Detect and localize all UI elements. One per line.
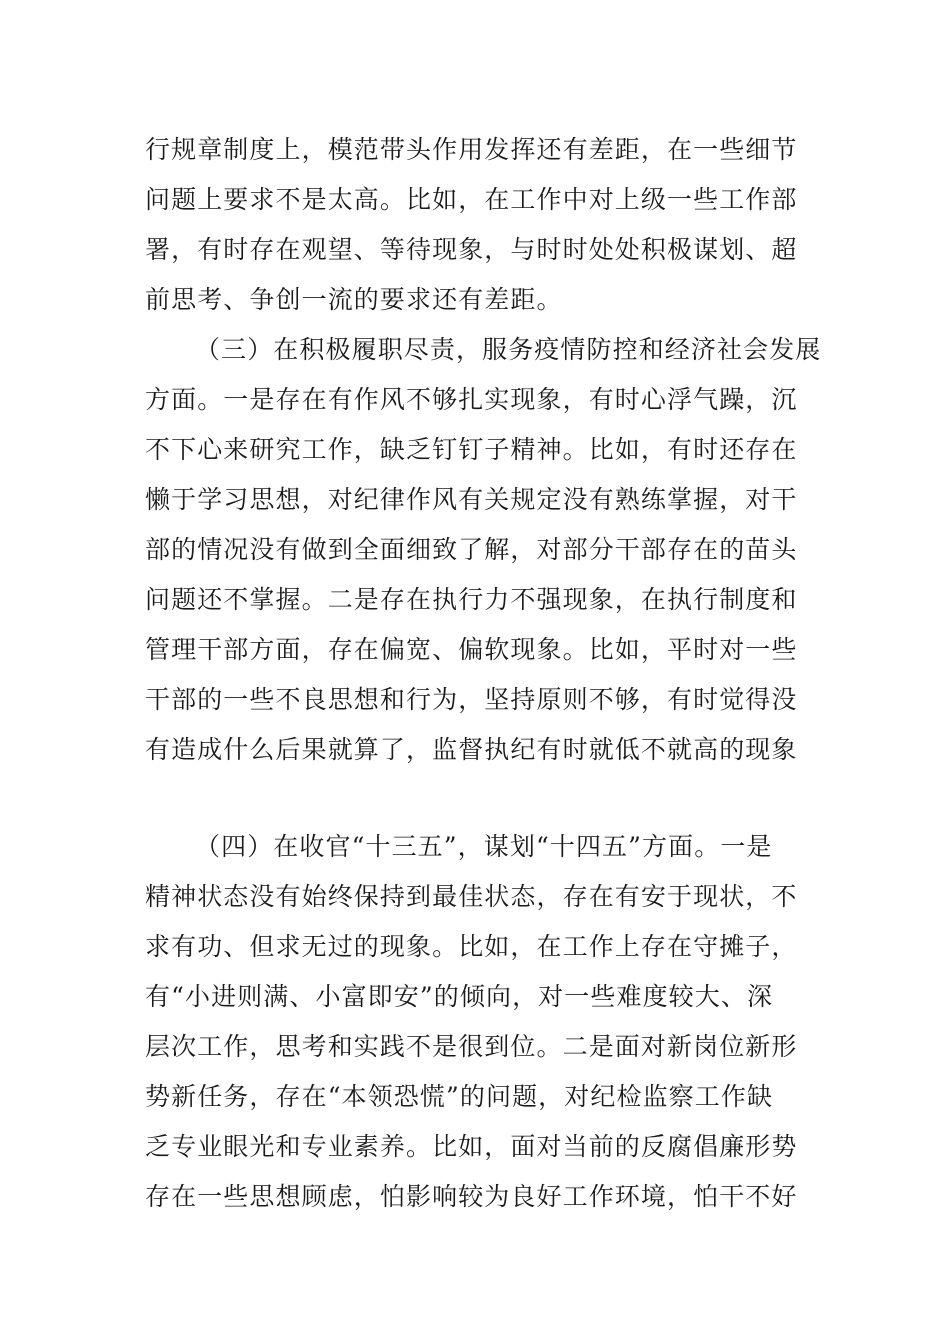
text-line: 精神状态没有始终保持到最佳状态，存在有安于现状，不: [145, 882, 798, 911]
text-line: 有“小进则满、小富即安”的倾向，对一些难度较大、深: [145, 982, 774, 1011]
text-line: 求有功、但求无过的现象。比如，在工作上存在守摊子，: [145, 932, 798, 961]
text-line: 方面。一是存在有作风不够扎实现象，有时心浮气躁，沉: [145, 385, 798, 414]
text-line: 层次工作，思考和实践不是很到位。二是面对新岗位新形: [145, 1032, 798, 1061]
text-line: 干部的一些不良思想和行为，坚持原则不够，有时觉得没: [145, 685, 798, 714]
text-line: 乏专业眼光和专业素养。比如，面对当前的反腐倡廉形势: [145, 1132, 798, 1161]
text-line: 懒于学习思想，对纪律作风有关规定没有熟练掌握，对干: [145, 485, 798, 514]
section-heading-three: （三）在积极履职尽责，服务疫情防控和经济社会发展: [195, 335, 822, 364]
text-line: 势新任务，存在“本领恐慌”的问题，对纪检监察工作缺: [145, 1082, 774, 1111]
text-line: 行规章制度上，模范带头作用发挥还有差距，在一些细节: [145, 135, 798, 164]
section-heading-four: （四）在收官“十三五”，谋划“十四五”方面。一是: [195, 832, 773, 861]
text-line: 问题还不掌握。二是存在执行力不强现象，在执行制度和: [145, 585, 798, 614]
text-line: 前思考、争创一流的要求还有差距。: [145, 285, 563, 314]
text-line: 存在一些思想顾虑，怕影响较为良好工作环境，怕干不好: [145, 1182, 798, 1211]
text-line: 有造成什么后果就算了，监督执纪有时就低不就高的现象: [145, 735, 798, 764]
text-line: 部的情况没有做到全面细致了解，对部分干部存在的苗头: [145, 535, 798, 564]
text-line: 问题上要求不是太高。比如，在工作中对上级一些工作部: [145, 185, 798, 214]
text-line: 不下心来研究工作，缺乏钉钉子精神。比如，有时还存在: [145, 435, 798, 464]
text-line: 署，有时存在观望、等待现象，与时时处处积极谋划、超: [145, 235, 798, 264]
text-line: 管理干部方面，存在偏宽、偏软现象。比如，平时对一些: [145, 635, 798, 664]
